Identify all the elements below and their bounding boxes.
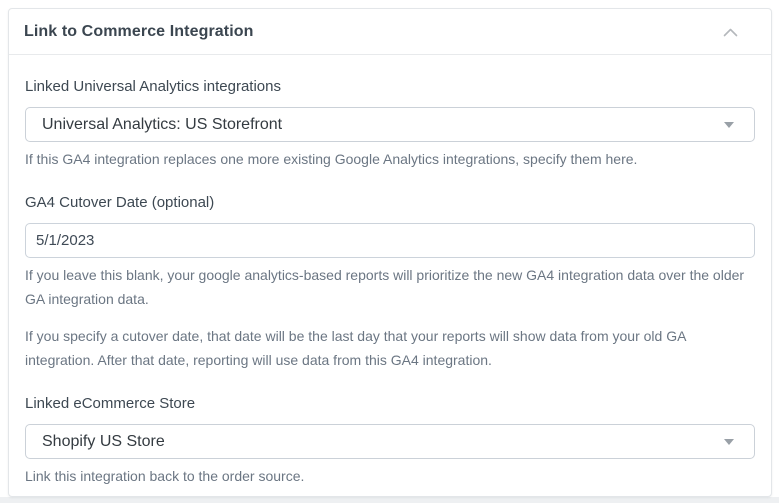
ecommerce-store-help-text: Link this integration back to the order source. — [25, 468, 305, 484]
ecommerce-store-label: Linked eCommerce Store — [25, 395, 196, 412]
cutover-date-label: GA4 Cutover Date (optional) — [25, 194, 215, 211]
cutover-date-help-text-1: If you leave this blank, your google analytics-based reports will prioritize the new GA4 integration data over the older GA integration data. — [25, 267, 745, 307]
panel-header — [9, 9, 771, 55]
cutover-date-help-text-2: If you specify a cutover date, that date will be the last day that your reports will show data from your old GA integration. After that date, reporting will use data from this GA4 integration. — [25, 328, 686, 368]
commerce-integration-panel — [8, 8, 772, 497]
ua-integrations-help-text: If this GA4 integration replaces one more existing Google Analytics integrations, specify them here. — [25, 151, 638, 167]
caret-down-icon — [724, 122, 734, 128]
caret-down-icon — [724, 439, 734, 445]
panel-title: Link to Commerce Integration — [24, 23, 254, 40]
ua-integrations-select[interactable] — [25, 107, 755, 142]
cutover-date-input[interactable] — [25, 223, 755, 258]
ecommerce-store-select[interactable] — [25, 424, 755, 459]
ecommerce-store-selected-value: Shopify US Store — [42, 432, 165, 450]
ua-integrations-selected-value: Universal Analytics: US Storefront — [42, 115, 283, 133]
chevron-up-icon — [723, 28, 738, 37]
ua-integrations-label: Linked Universal Analytics integrations — [25, 78, 281, 95]
panel-body — [9, 55, 771, 488]
collapse-panel-button[interactable] — [719, 24, 741, 40]
